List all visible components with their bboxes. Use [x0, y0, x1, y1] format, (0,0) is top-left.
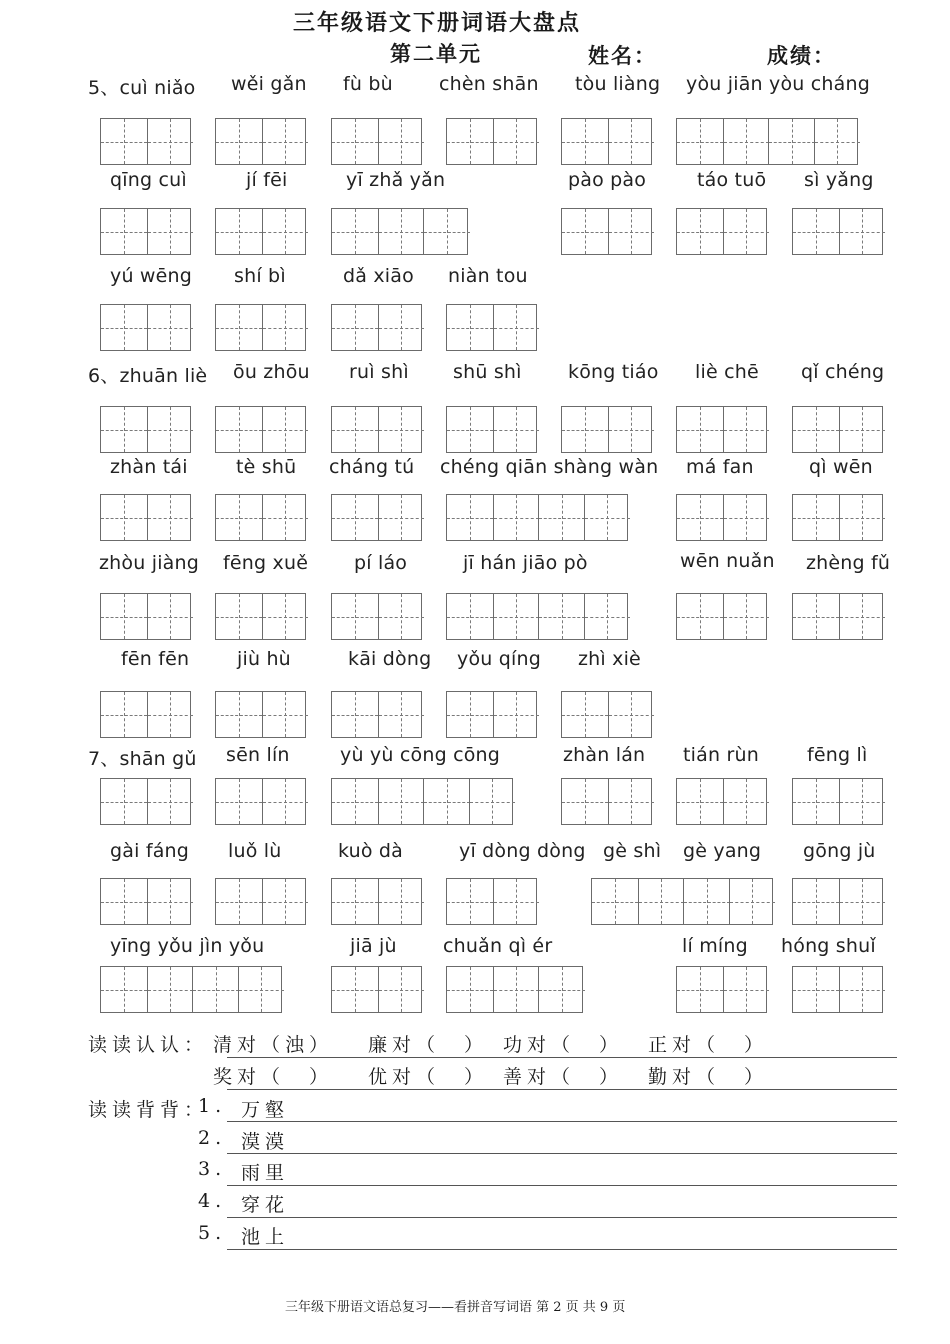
antonym-item: 功对（ ）: [503, 1034, 624, 1056]
writing-box: [792, 406, 883, 453]
tianzige-cell: [192, 967, 239, 1012]
tianzige-cell: [493, 692, 540, 737]
pinyin-word: shí bì: [234, 265, 286, 287]
tianzige-cell: [608, 692, 655, 737]
tianzige-cell: [147, 407, 194, 452]
answer-line: [227, 1249, 897, 1250]
tianzige-cell: [216, 879, 262, 924]
pinyin-word: ruì shì: [349, 361, 409, 383]
writing-box: [446, 593, 628, 640]
pinyin-word: fù bù: [343, 73, 393, 95]
tianzige-cell: [839, 407, 886, 452]
tianzige-cell: [101, 305, 147, 350]
tianzige-cell: [101, 967, 147, 1012]
writing-box: [331, 878, 422, 925]
tianzige-cell: [262, 692, 309, 737]
tianzige-cell: [793, 407, 839, 452]
writing-box: [100, 966, 282, 1013]
pinyin-word: sēn lín: [226, 744, 290, 766]
tianzige-cell: [332, 495, 378, 540]
tianzige-cell: [262, 495, 309, 540]
tianzige-cell: [262, 407, 309, 452]
tianzige-cell: [262, 594, 309, 639]
pinyin-word: má fan: [686, 456, 754, 478]
tianzige-cell: [332, 594, 378, 639]
antonym-item: 善对（ ）: [503, 1066, 624, 1088]
tianzige-cell: [262, 879, 309, 924]
recite-number: 5.: [198, 1222, 227, 1244]
answer-line: [227, 1217, 897, 1218]
writing-box: [100, 304, 191, 351]
pinyin-word: wěi gǎn: [231, 73, 307, 95]
answer-line: [227, 1185, 897, 1186]
writing-box: [446, 691, 537, 738]
tianzige-cell: [332, 305, 378, 350]
tianzige-cell: [493, 879, 540, 924]
tianzige-cell: [378, 407, 425, 452]
tianzige-cell: [147, 692, 194, 737]
tianzige-cell: [216, 692, 262, 737]
tianzige-cell: [378, 779, 425, 824]
tianzige-cell: [677, 119, 723, 164]
writing-box: [792, 966, 883, 1013]
writing-box: [100, 406, 191, 453]
writing-box: [676, 118, 858, 165]
tianzige-cell: [332, 779, 378, 824]
tianzige-cell: [677, 967, 723, 1012]
pinyin-word: lí míng: [682, 935, 748, 957]
tianzige-cell: [839, 209, 886, 254]
tianzige-cell: [101, 209, 147, 254]
writing-box: [215, 208, 306, 255]
pinyin-word: jiā jù: [350, 935, 397, 957]
tianzige-cell: [729, 879, 776, 924]
antonym-item: 优对（ ）: [368, 1066, 489, 1088]
pinyin-word: sì yǎng: [804, 169, 874, 191]
tianzige-cell: [723, 779, 770, 824]
tianzige-cell: [332, 209, 378, 254]
writing-box: [100, 118, 191, 165]
writing-box: [331, 208, 468, 255]
writing-box: [792, 878, 883, 925]
tianzige-cell: [723, 119, 770, 164]
tianzige-cell: [608, 209, 655, 254]
pinyin-word: zhòu jiàng: [99, 552, 200, 574]
pinyin-word: pí láo: [354, 552, 408, 574]
writing-box: [676, 208, 767, 255]
tianzige-cell: [262, 119, 309, 164]
name-label: 姓名：: [588, 43, 657, 68]
tianzige-cell: [608, 407, 655, 452]
pinyin-word: 7、shān gǔ: [88, 748, 197, 770]
antonym-item: 奖对（ ）: [213, 1066, 334, 1088]
tianzige-cell: [101, 407, 147, 452]
tianzige-cell: [677, 209, 723, 254]
writing-box: [215, 691, 306, 738]
pinyin-word: yú wēng: [110, 265, 193, 287]
answer-line: [227, 1057, 897, 1058]
antonym-item: 正对（ ）: [648, 1034, 769, 1056]
writing-box: [100, 878, 191, 925]
pinyin-word: yù yù cōng cōng: [340, 744, 501, 766]
tianzige-cell: [332, 879, 378, 924]
tianzige-cell: [723, 967, 770, 1012]
unit-label: 第二单元: [390, 41, 482, 66]
pinyin-word: fēng xuě: [223, 552, 309, 574]
tianzige-cell: [147, 495, 194, 540]
pinyin-word: yòu jiān yòu cháng: [686, 73, 871, 95]
pinyin-word: dǎ xiāo: [343, 265, 414, 287]
writing-box: [331, 778, 513, 825]
tianzige-cell: [562, 407, 608, 452]
tianzige-cell: [493, 119, 540, 164]
tianzige-cell: [608, 119, 655, 164]
writing-box: [446, 966, 583, 1013]
tianzige-cell: [493, 967, 540, 1012]
tianzige-cell: [101, 879, 147, 924]
pinyin-word: liè chē: [695, 361, 759, 383]
pinyin-word: chuǎn qì ér: [443, 935, 553, 957]
tianzige-cell: [638, 879, 685, 924]
recite-text: 万壑: [241, 1099, 290, 1121]
tianzige-cell: [538, 967, 585, 1012]
writing-box: [100, 208, 191, 255]
pinyin-word: jiù hù: [237, 648, 291, 670]
tianzige-cell: [677, 495, 723, 540]
pinyin-word: yī dòng dòng: [459, 840, 586, 862]
pinyin-word: chéng qiān shàng wàn: [440, 456, 659, 478]
tianzige-cell: [493, 305, 540, 350]
tianzige-cell: [723, 407, 770, 452]
tianzige-cell: [447, 407, 493, 452]
writing-box: [215, 878, 306, 925]
tianzige-cell: [793, 879, 839, 924]
writing-box: [100, 593, 191, 640]
tianzige-cell: [216, 209, 262, 254]
tianzige-cell: [562, 692, 608, 737]
tianzige-cell: [839, 594, 886, 639]
tianzige-cell: [101, 119, 147, 164]
tianzige-cell: [378, 119, 425, 164]
pinyin-word: shū shì: [453, 361, 522, 383]
pinyin-word: wēn nuǎn: [680, 550, 775, 572]
pinyin-word: gài fáng: [110, 840, 190, 862]
tianzige-cell: [793, 594, 839, 639]
pinyin-word: zhàn tái: [110, 456, 188, 478]
tianzige-cell: [216, 495, 262, 540]
answer-line: [227, 1121, 897, 1122]
tianzige-cell: [216, 119, 262, 164]
writing-box: [591, 878, 773, 925]
tianzige-cell: [839, 495, 886, 540]
pinyin-word: qǐ chéng: [801, 361, 885, 383]
writing-box: [561, 118, 652, 165]
tianzige-cell: [101, 495, 147, 540]
tianzige-cell: [147, 879, 194, 924]
writing-box: [561, 778, 652, 825]
tianzige-cell: [793, 209, 839, 254]
pinyin-word: táo tuō: [697, 169, 767, 191]
writing-box: [792, 778, 883, 825]
pinyin-word: niàn tou: [448, 265, 528, 287]
tianzige-cell: [723, 594, 770, 639]
writing-box: [100, 691, 191, 738]
pinyin-word: hóng shuǐ: [781, 935, 876, 957]
writing-box: [676, 406, 767, 453]
pinyin-word: luǒ lù: [228, 840, 282, 862]
recite-number: 3.: [198, 1158, 227, 1180]
pinyin-word: gè yang: [683, 840, 762, 862]
tianzige-cell: [839, 967, 886, 1012]
tianzige-cell: [101, 779, 147, 824]
writing-box: [561, 208, 652, 255]
writing-box: [215, 593, 306, 640]
tianzige-cell: [592, 879, 638, 924]
writing-box: [331, 691, 422, 738]
pinyin-word: fēn fēn: [121, 648, 190, 670]
tianzige-cell: [538, 495, 585, 540]
pinyin-word: gōng jù: [803, 840, 876, 862]
tianzige-cell: [493, 594, 540, 639]
tianzige-cell: [262, 209, 309, 254]
antonym-item: 廉对（ ）: [368, 1034, 489, 1056]
tianzige-cell: [332, 692, 378, 737]
page-footer: 三年级下册语文语总复习——看拼音写词语 第 2 页 共 9 页: [285, 1300, 626, 1315]
writing-box: [215, 494, 306, 541]
tianzige-cell: [447, 879, 493, 924]
answer-line: [227, 1089, 897, 1090]
tianzige-cell: [793, 495, 839, 540]
writing-box: [331, 966, 422, 1013]
writing-box: [446, 118, 537, 165]
tianzige-cell: [793, 779, 839, 824]
tianzige-cell: [723, 495, 770, 540]
writing-box: [215, 304, 306, 351]
tianzige-cell: [447, 119, 493, 164]
pinyin-word: cháng tú: [329, 456, 415, 478]
writing-box: [792, 494, 883, 541]
tianzige-cell: [768, 119, 815, 164]
tianzige-cell: [793, 967, 839, 1012]
tianzige-cell: [216, 594, 262, 639]
writing-box: [331, 406, 422, 453]
reading-label: 读读认认：: [88, 1034, 209, 1056]
writing-box: [215, 118, 306, 165]
page-title: 三年级语文下册词语大盘点: [293, 10, 582, 36]
tianzige-cell: [262, 305, 309, 350]
tianzige-cell: [608, 779, 655, 824]
writing-box: [100, 494, 191, 541]
tianzige-cell: [447, 495, 493, 540]
tianzige-cell: [216, 779, 262, 824]
writing-box: [446, 878, 537, 925]
writing-box: [215, 778, 306, 825]
pinyin-word: tè shū: [236, 456, 297, 478]
tianzige-cell: [101, 594, 147, 639]
tianzige-cell: [562, 119, 608, 164]
pinyin-word: chèn shān: [439, 73, 539, 95]
pinyin-word: zhì xiè: [578, 648, 641, 670]
tianzige-cell: [562, 779, 608, 824]
tianzige-cell: [332, 407, 378, 452]
recite-number: 4.: [198, 1190, 227, 1212]
tianzige-cell: [469, 779, 516, 824]
pinyin-word: yīng yǒu jìn yǒu: [110, 935, 265, 957]
writing-box: [215, 406, 306, 453]
tianzige-cell: [584, 594, 631, 639]
tianzige-cell: [147, 119, 194, 164]
tianzige-cell: [378, 209, 425, 254]
tianzige-cell: [839, 879, 886, 924]
tianzige-cell: [216, 407, 262, 452]
recite-number: 2.: [198, 1127, 227, 1149]
recite-text: 池上: [241, 1226, 290, 1248]
tianzige-cell: [378, 967, 425, 1012]
pinyin-word: fēng lì: [807, 744, 868, 766]
tianzige-cell: [562, 209, 608, 254]
writing-box: [792, 208, 883, 255]
tianzige-cell: [147, 967, 194, 1012]
writing-box: [676, 494, 767, 541]
tianzige-cell: [447, 692, 493, 737]
writing-box: [676, 593, 767, 640]
recite-text: 穿花: [241, 1194, 290, 1216]
recite-label: 读读背背：: [88, 1099, 209, 1121]
pinyin-word: kāi dòng: [348, 648, 432, 670]
score-label: 成绩：: [767, 43, 836, 68]
writing-box: [676, 778, 767, 825]
tianzige-cell: [538, 594, 585, 639]
tianzige-cell: [723, 209, 770, 254]
pinyin-word: 5、cuì niǎo: [88, 77, 196, 99]
tianzige-cell: [378, 692, 425, 737]
pinyin-word: yǒu qíng: [457, 648, 541, 670]
tianzige-cell: [814, 119, 861, 164]
pinyin-word: kōng tiáo: [568, 361, 659, 383]
writing-box: [331, 593, 422, 640]
tianzige-cell: [677, 779, 723, 824]
writing-box: [561, 406, 652, 453]
pinyin-word: tòu liàng: [575, 73, 661, 95]
pinyin-word: zhèng fǔ: [806, 552, 891, 574]
tianzige-cell: [262, 779, 309, 824]
tianzige-cell: [683, 879, 730, 924]
tianzige-cell: [493, 407, 540, 452]
writing-box: [561, 691, 652, 738]
antonym-item: 清对（浊）: [213, 1034, 334, 1056]
writing-box: [100, 778, 191, 825]
writing-box: [331, 304, 422, 351]
tianzige-cell: [493, 495, 540, 540]
tianzige-cell: [216, 305, 262, 350]
pinyin-word: jī hán jiāo pò: [463, 552, 588, 574]
pinyin-word: jí fēi: [246, 169, 288, 191]
recite-number: 1.: [198, 1095, 227, 1117]
pinyin-word: qīng cuì: [110, 169, 187, 191]
tianzige-cell: [238, 967, 285, 1012]
pinyin-word: kuò dà: [338, 840, 404, 862]
tianzige-cell: [423, 779, 470, 824]
antonym-item: 勤对（ ）: [648, 1066, 769, 1088]
tianzige-cell: [147, 209, 194, 254]
writing-box: [792, 593, 883, 640]
tianzige-cell: [378, 879, 425, 924]
pinyin-word: qì wēn: [809, 456, 873, 478]
writing-box: [446, 406, 537, 453]
tianzige-cell: [147, 779, 194, 824]
writing-box: [676, 966, 767, 1013]
pinyin-word: pào pào: [568, 169, 647, 191]
pinyin-word: tián rùn: [683, 744, 759, 766]
recite-text: 漠漠: [241, 1131, 290, 1153]
tianzige-cell: [147, 594, 194, 639]
tianzige-cell: [584, 495, 631, 540]
tianzige-cell: [447, 967, 493, 1012]
writing-box: [331, 494, 422, 541]
writing-box: [446, 494, 628, 541]
pinyin-word: ōu zhōu: [233, 361, 310, 383]
tianzige-cell: [147, 305, 194, 350]
pinyin-word: 6、zhuān liè: [88, 365, 208, 387]
recite-text: 雨里: [241, 1162, 290, 1184]
tianzige-cell: [378, 495, 425, 540]
pinyin-word: yī zhǎ yǎn: [346, 169, 446, 191]
answer-line: [227, 1153, 897, 1154]
tianzige-cell: [378, 594, 425, 639]
pinyin-word: gè shì: [603, 840, 662, 862]
tianzige-cell: [677, 594, 723, 639]
tianzige-cell: [423, 209, 470, 254]
tianzige-cell: [101, 692, 147, 737]
tianzige-cell: [447, 594, 493, 639]
tianzige-cell: [332, 119, 378, 164]
tianzige-cell: [677, 407, 723, 452]
tianzige-cell: [447, 305, 493, 350]
writing-box: [446, 304, 537, 351]
writing-box: [331, 118, 422, 165]
tianzige-cell: [378, 305, 425, 350]
tianzige-cell: [332, 967, 378, 1012]
tianzige-cell: [839, 779, 886, 824]
pinyin-word: zhàn lán: [563, 744, 646, 766]
